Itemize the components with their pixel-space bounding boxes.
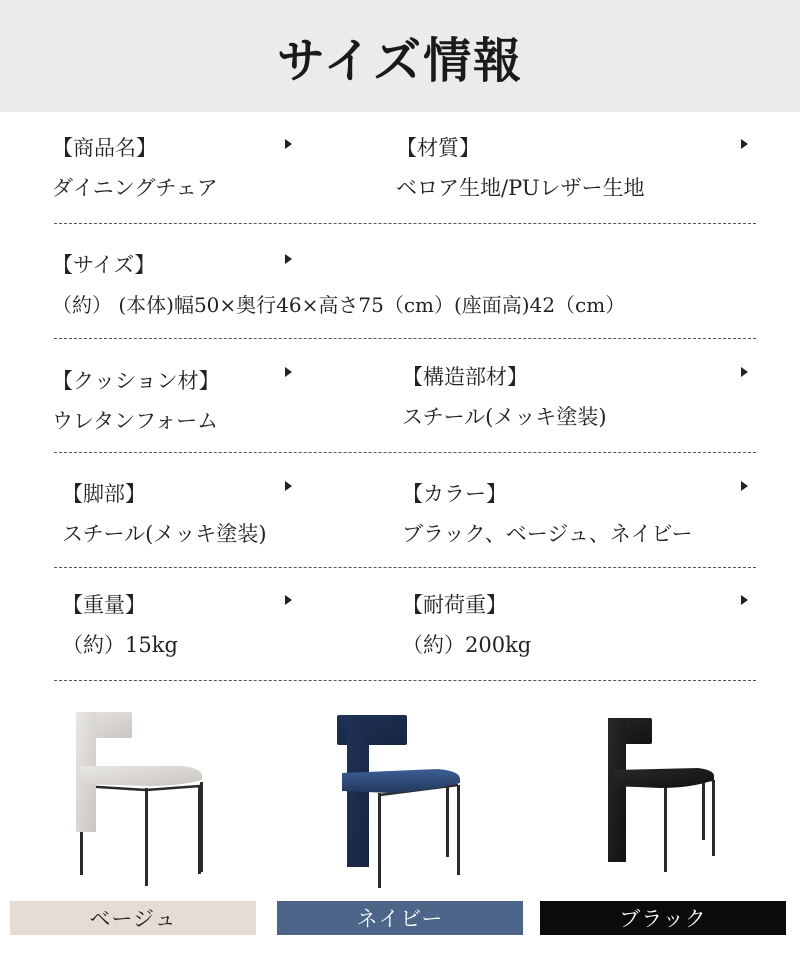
spec-color xyxy=(402,478,693,548)
triangle-right-icon xyxy=(285,139,292,149)
dashed-divider xyxy=(54,567,756,568)
black-chair-image xyxy=(600,714,730,874)
spec-value: ブラック、ベージュ、ネイビー xyxy=(402,522,693,546)
spec-label: 【構造部材】 xyxy=(402,365,528,389)
spec-value: （約）200kg xyxy=(402,633,532,657)
spec-legs xyxy=(62,478,267,548)
spec-material xyxy=(396,132,645,202)
spec-value: （約） (本体)幅50×奥行46×高さ75（cm）(座面高)42（cm） xyxy=(52,293,626,317)
spec-label: 【脚部】 xyxy=(62,482,146,506)
triangle-right-icon xyxy=(741,481,748,491)
spec-label: 【サイズ】 xyxy=(52,253,156,277)
spec-label: 【クッション材】 xyxy=(52,369,220,393)
spec-load xyxy=(402,589,531,659)
navy-chair-image xyxy=(320,705,480,895)
triangle-right-icon xyxy=(285,481,292,491)
dashed-divider xyxy=(54,680,756,681)
triangle-right-icon xyxy=(741,595,748,605)
spec-cushion xyxy=(52,365,220,435)
spec-value: （約）15kg xyxy=(62,633,178,657)
spec-label: 【材質】 xyxy=(396,136,480,160)
spec-label: 【カラー】 xyxy=(402,482,507,506)
spec-value: スチール(メッキ塗装) xyxy=(402,405,607,429)
dashed-divider xyxy=(54,452,756,453)
spec-product-name xyxy=(52,132,218,202)
triangle-right-icon xyxy=(741,139,748,149)
dashed-divider xyxy=(54,223,756,224)
page-header xyxy=(0,0,800,112)
triangle-right-icon xyxy=(285,254,292,264)
spec-label: 【重量】 xyxy=(62,593,146,617)
dashed-divider xyxy=(54,338,756,339)
triangle-right-icon xyxy=(741,367,748,377)
spec-label: 【商品名】 xyxy=(52,136,157,160)
spec-value: スチール(メッキ塗装) xyxy=(62,522,267,546)
beige-chair-image xyxy=(60,700,220,890)
spec-value: ウレタンフォーム xyxy=(52,409,219,433)
triangle-right-icon xyxy=(285,595,292,605)
variant-black-label: ブラック xyxy=(540,901,786,935)
variant-navy-label: ネイビー xyxy=(277,901,523,935)
spec-structure xyxy=(402,361,607,431)
page-title: サイズ情報 xyxy=(276,33,524,89)
spec-value: ベロア生地/PUレザー生地 xyxy=(396,176,645,200)
spec-weight xyxy=(62,589,178,659)
triangle-right-icon xyxy=(285,367,292,377)
spec-value: ダイニングチェア xyxy=(52,176,218,200)
spec-size xyxy=(52,249,625,318)
spec-label: 【耐荷重】 xyxy=(402,593,507,617)
variant-beige-label: ベージュ xyxy=(10,901,256,935)
